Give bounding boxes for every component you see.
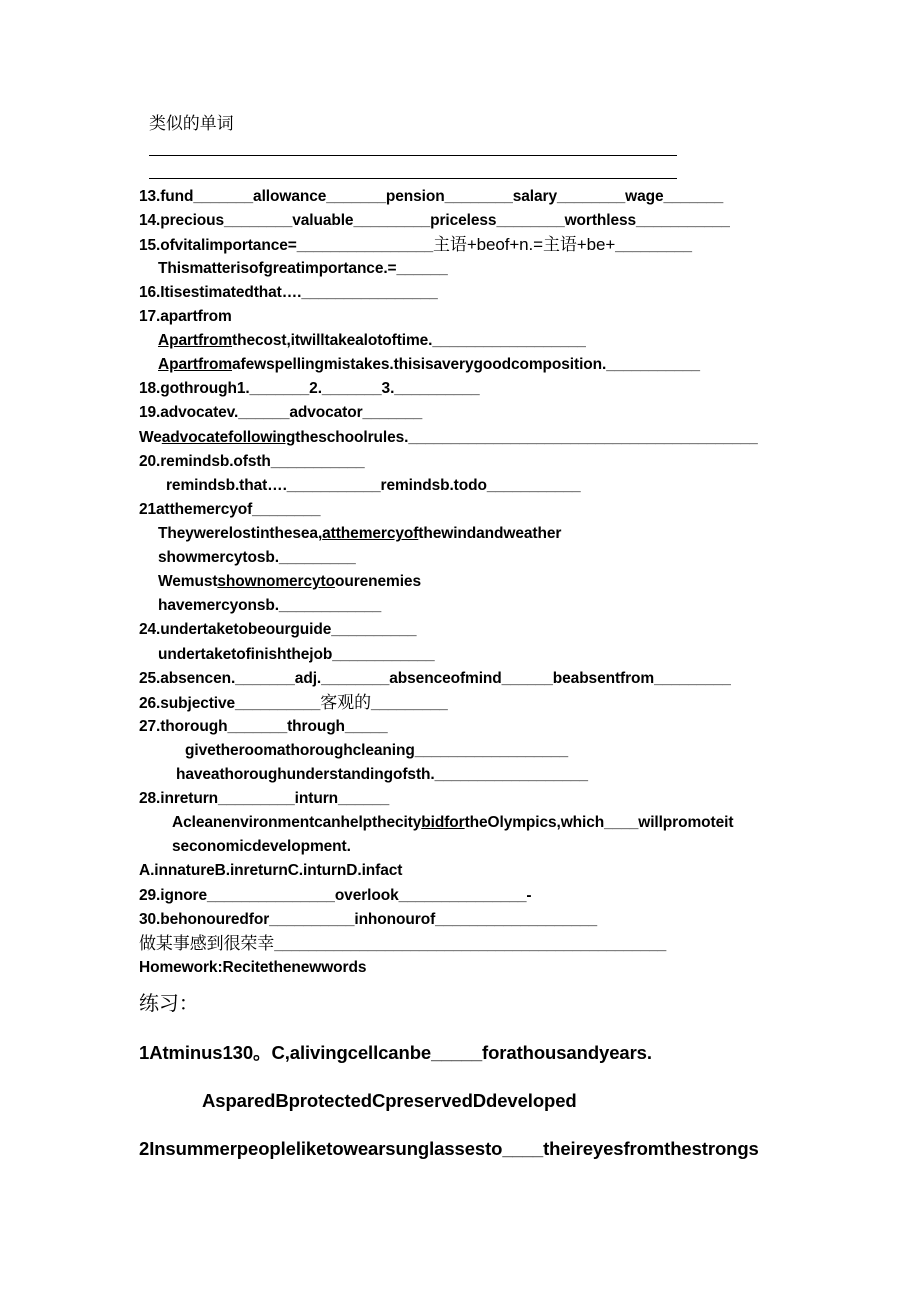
item-20-b: remindsb.that….___________remindsb.todo___________ <box>166 477 581 494</box>
item-16: 16.Itisestimatedthat….________________ <box>139 284 438 301</box>
item-29: 29.ignore_______________overlook_______________- <box>139 887 532 904</box>
item-17-example-1 <box>158 331 586 351</box>
item-28-example <box>172 813 733 833</box>
item-18: 18.gothrough1._______2._______3.__________ <box>139 380 480 397</box>
item-26-a: 26.subjective__________ <box>139 695 321 712</box>
item-15-c: _________ <box>615 237 692 254</box>
practice-heading: 练习： <box>139 993 199 1015</box>
blank-line-2 <box>149 178 677 179</box>
item-13: 13.fund_______allowance_______pension________salary________wage_______ <box>139 188 724 205</box>
item-26-b: 客观的 <box>320 693 371 712</box>
item-24-b: undertaketofinishthejob____________ <box>158 646 435 663</box>
item-21-example-2-underlined: shownomercyto <box>217 573 335 590</box>
item-19: 19.advocatev.______advocator_______ <box>139 404 423 421</box>
item-30: 30.behonouredfor__________inhonourof___________________ <box>139 911 598 928</box>
item-30-b <box>139 934 666 955</box>
item-21: 21atthemercyof________ <box>139 501 321 518</box>
item-28: 28.inreturn_________inturn______ <box>139 790 390 807</box>
section-title: 类似的单词 <box>149 114 234 133</box>
item-21-example-2-rest: ourenemies <box>334 573 421 590</box>
item-21-example-1-start: Theywerelostinthesea, <box>158 525 323 542</box>
practice-q1-options: AsparedBprotectedCpreservedDdeveloped <box>202 1090 577 1111</box>
item-30-b-cn: 做某事感到很荣幸 <box>139 934 275 953</box>
item-19-example-start: We <box>139 429 162 446</box>
item-21-example-1 <box>158 524 561 544</box>
item-17-example-1-underlined: Apartfrom <box>158 332 233 349</box>
item-28-example-rest: theOlympics,which____willpromoteit <box>464 814 734 831</box>
item-15 <box>139 235 692 256</box>
item-15-a: 15.ofvitalimportance=________________ <box>139 237 434 254</box>
item-27-b: givetheroomathoroughcleaning__________________ <box>185 742 569 759</box>
blank-line-1 <box>149 155 677 156</box>
item-28-options: A.innatureB.inreturnC.inturnD.infact <box>139 862 403 879</box>
item-26-c: _________ <box>370 695 448 712</box>
item-17-example-2 <box>158 355 700 375</box>
item-28-example-cont: seconomicdevelopment. <box>172 838 351 855</box>
item-27: 27.thorough_______through_____ <box>139 718 388 735</box>
item-21-example-1-rest: thewindandweather <box>418 525 562 542</box>
item-20: 20.remindsb.ofsth___________ <box>139 453 365 470</box>
item-21-example-2 <box>158 572 421 592</box>
item-19-example-underlined: advocatefollowing <box>161 429 296 446</box>
item-17-example-2-rest: afewspellingmistakes.thisisaverygoodcomposition.___________ <box>232 356 700 373</box>
item-17-example-1-rest: thecost,itwilltakealotoftime.__________________ <box>232 332 586 349</box>
practice-q2: 2Insummerpeopleliketowearsunglassesto____theireyesfromthestrongs <box>139 1138 759 1159</box>
practice-q1: 1Atminus130。C,alivingcellcanbe_____forathousandyears. <box>139 1042 652 1063</box>
item-19-example <box>139 428 758 448</box>
item-28-example-start: Acleanenvironmentcanhelpthecity <box>172 814 422 831</box>
item-17: 17.apartfrom <box>139 308 232 325</box>
item-26 <box>139 693 448 714</box>
item-17-example-2-underlined: Apartfrom <box>158 356 233 373</box>
item-21-e: havemercyonsb.____________ <box>158 597 382 614</box>
item-25: 25.absencen._______adj.________absenceofmind______beabsentfrom_________ <box>139 670 731 687</box>
homework: Homework:Recitethenewwords <box>139 959 367 976</box>
item-24: 24.undertaketobeourguide__________ <box>139 621 417 638</box>
item-27-c: haveathoroughunderstandingofsth.__________________ <box>176 766 588 783</box>
item-21-c: showmercytosb._________ <box>158 549 356 566</box>
item-30-b-line: ______________________________________________ <box>274 936 667 953</box>
item-14: 14.precious________valuable_________priceless________worthless___________ <box>139 212 730 229</box>
item-19-example-rest: theschoolrules._________________________________________ <box>295 429 758 446</box>
item-15-example: Thismatterisofgreatimportance.=______ <box>158 260 448 277</box>
item-21-example-2-start: Wemust <box>158 573 218 590</box>
item-21-example-1-underlined: atthemercyof <box>322 525 419 542</box>
item-28-example-underlined: bidfor <box>421 814 465 831</box>
item-15-b: 主语+beof+n.=主语+be+ <box>433 235 616 254</box>
